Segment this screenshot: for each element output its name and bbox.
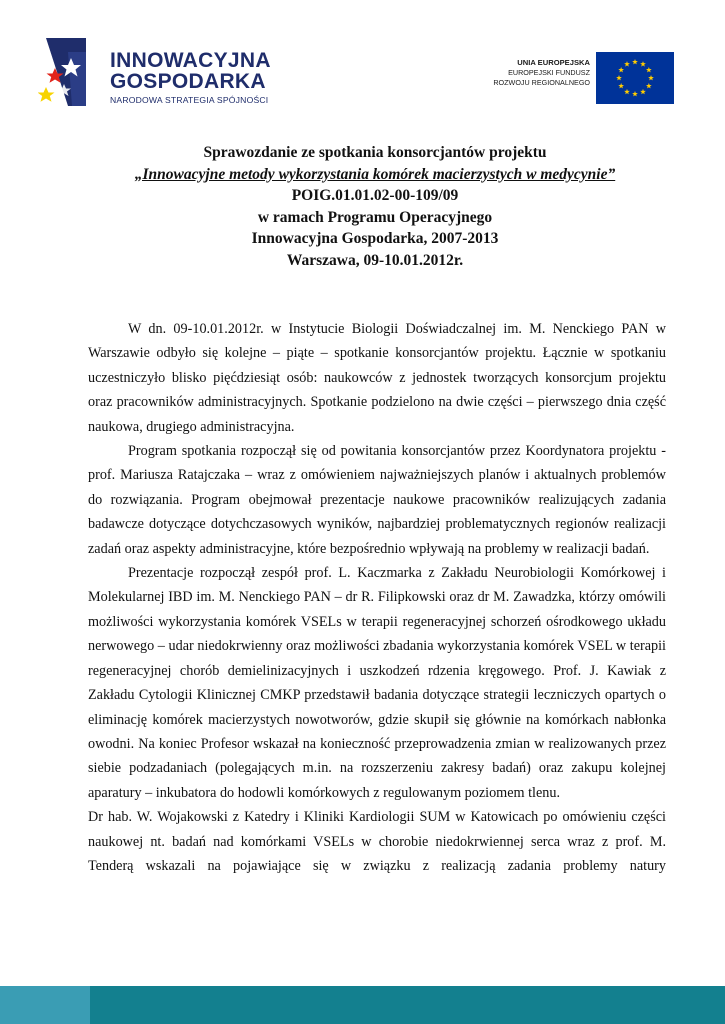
program-name: Innowacyjna Gospodarka, 2007-2013 — [251, 230, 499, 247]
paragraph-3: Prezentacje rozpoczął zespół prof. L. Kaczmarka z Zakładu Neurobiologii Komórkowej i Molekularnej IBD im. M. Nenckiego PAN – dr R. Filipkowski oraz dr M. Zawadzka, którzy omówili możliwości wykorzystania komórek VSELs w terapii regeneracyjnej schorzeń ośrodkowego układu nerwowego – udar niedokrwienny oraz możliwości zbadania wykorzystania komórek VSEL w terapii regeneracyjnej chorób demielinizacyjnych i uszkodzeń rdzenia kręgowego. Prof. J. Kawiak z Zakładu Cytologii Klinicznej CMKP przedstawił badania dotyczące strategii leczniczych opartych o eliminację komórek macierzystych nowotworów, gdzie skupił się głównie na komórkach nabłonka owodni. Na koniec Profesor wskazał na konieczność przeprowadzenia zmian w realizowanych przez siebie podzadaniach (polegających m.in. na rozszerzeniu zakresy badań) oraz zakupu kolejnej aparatury – inkubatora do hodowli komórkowych z regulowanym poziomem tlenu. — [88, 565, 666, 801]
footer-band-dark — [90, 986, 725, 1024]
report-title-block — [60, 142, 690, 271]
ig-logo-text — [110, 50, 271, 107]
project-code: POIG.01.01.02-00-109/09 — [291, 187, 459, 204]
eu-flag-icon — [596, 52, 674, 104]
eu-logo-line3: ROZWOJU REGIONALNEGO — [493, 78, 590, 87]
eu-logo-text — [478, 57, 590, 88]
eu-logo-line1: UNIA EUROPEJSKA — [517, 58, 590, 67]
report-title: Sprawozdanie ze spotkania konsorcjantów projektu — [203, 144, 547, 161]
footer-band-light — [0, 986, 90, 1024]
paragraph-4: Dr hab. W. Wojakowski z Katedry i Kliniki Kardiologii SUM w Katowicach po omówieniu części naukowej nt. badań nad komórkami VSELs w chorobie niedokrwiennej serca wraz z prof. M. Tenderą wskazali na pojawiające się w związku z realizacją zadania problemy natury — [88, 809, 666, 874]
ig-logo-line1: INNOWACYJNA — [110, 49, 271, 72]
paragraph-2: Program spotkania rozpoczął się od powitania konsorcjantów przez Koordynatora projektu - prof. Mariusza Ratajczaka – wraz z omówieniem najważniejszych planów i aktualnych problemów do rozwiązania. Program obejmował prezentacje naukowe pracowników realizujących zadania badawcze dotyczące dotychczasowych wyników, najbardziej problematycznych regionów realizacji zadań oraz aspekty administracyjne, które bezpośrednio wpływają na problemy w realizacji badań. — [88, 443, 666, 557]
paragraph-1: W dn. 09-10.01.2012r. w Instytucie Biologii Doświadczalnej im. M. Nenckiego PAN w Warszawie odbyło się kolejne – piąte – spotkanie konsorcjantów projektu. Łącznie w spotkaniu uczestniczyło blisko pięćdziesiąt osób: naukowców z jednostek tworzących konsorcjum projektu oraz pracowników administracyjnych. Spotkanie podzielono na dwie części – pierwszego dnia część naukowa, drugiego administracyjna. — [88, 321, 666, 435]
project-name: „Innowacyjne metody wykorzystania komórek macierzystych w medycynie” — [134, 165, 616, 183]
program-line: w ramach Programu Operacyjnego — [257, 208, 493, 226]
innowacyjna-gospodarka-logo-icon — [38, 32, 108, 112]
ig-logo-line3: NARODOWA STRATEGIA SPÓJNOŚCI — [110, 95, 269, 105]
ig-logo-line2: GOSPODARKA — [110, 70, 266, 93]
page-header — [0, 0, 725, 120]
eu-logo-line2: EUROPEJSKI FUNDUSZ — [508, 68, 590, 77]
report-body — [88, 317, 666, 878]
meeting-place-date: Warszawa, 09-10.01.2012r. — [286, 251, 464, 269]
footer-band — [0, 986, 725, 1024]
